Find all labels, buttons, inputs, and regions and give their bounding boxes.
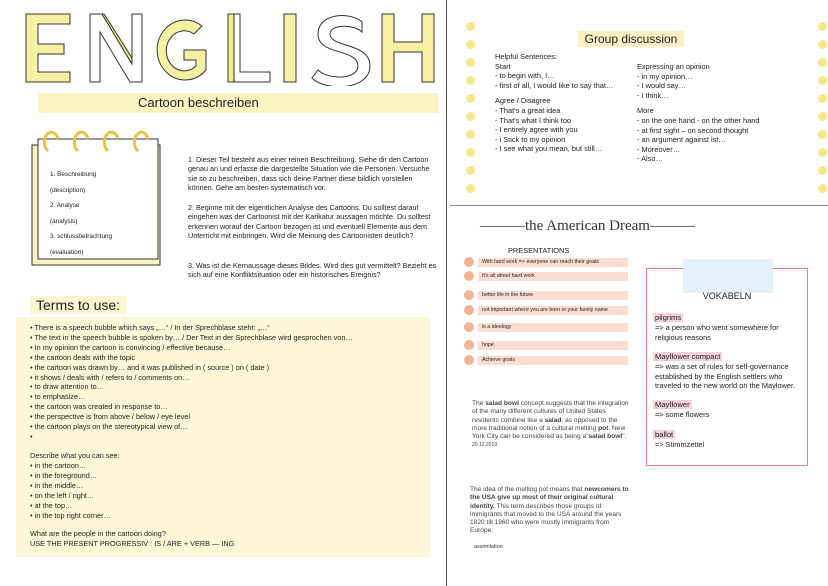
notebook-item-4: (analysis) [50, 217, 78, 225]
yellow-dot [466, 184, 475, 193]
melting-pot-text [470, 486, 630, 536]
term-item: • the perspective is from above / below / eye level [30, 412, 353, 422]
opinion-item: - I think… [637, 90, 669, 100]
more-item: - at first sight – on second thought [637, 125, 749, 135]
bullet-dot [464, 290, 474, 300]
presentation-text: hope [478, 341, 628, 350]
describe-item: • on the left / right… [30, 491, 111, 501]
notebook-item-1: 1. Beschreibung [50, 171, 97, 178]
term-item: • the cartoon plays on the stereotypical view of… [30, 422, 353, 432]
agree-item: - i Stick to my opinion [495, 134, 566, 144]
notebook-item-6: (evaluation) [50, 248, 84, 256]
opinion-item: - in my opinion… [637, 71, 693, 81]
vocab-definition: => some flowers [655, 410, 710, 419]
yellow-dot [466, 130, 475, 139]
salad-text-part: The [472, 400, 486, 407]
page-divider [446, 0, 447, 586]
term-item: • In my opinion the cartoon is convincing / effective because… [30, 343, 353, 353]
describe-item: • in the middle… [30, 481, 111, 491]
presentation-text: It's all about hard work [478, 272, 628, 281]
bullet-dot [464, 340, 474, 350]
vocabulary-box [646, 268, 808, 466]
term-item: • the cartoon was created in response to… [30, 402, 353, 412]
more-label: More [637, 106, 654, 116]
start-item: - to begin with, I… [495, 71, 555, 81]
term-item: • to emphasize… [30, 392, 353, 402]
notebook-item-3: 2. Analyse [50, 202, 80, 209]
vocab-term: Mayflower compact [655, 352, 721, 361]
salad-text-part: concept suggests that the integration of the many different cultures of United States residents combine like a [472, 400, 629, 424]
yellow-dot [466, 76, 475, 85]
terms-heading: Terms to use: [30, 296, 126, 314]
yellow-dot [818, 76, 827, 85]
start-item: - first of all, I would like to say that… [495, 80, 614, 90]
term-item: • the cartoon was drawn by… and it was published in ( source ) on ( date ) [30, 363, 353, 373]
yellow-dot [466, 148, 475, 157]
agree-item: - I see what you mean, but still… [495, 144, 603, 154]
cartoon-heading: Cartoon beschreiben [38, 93, 438, 113]
agree-label: Agree / Disagree [495, 96, 551, 106]
yellow-dot [818, 112, 827, 121]
yellow-dot [466, 22, 475, 31]
describe-heading: Describe what you can see: [30, 451, 120, 460]
group-discussion-heading: Group discussion [578, 31, 684, 47]
yellow-dot [466, 40, 475, 49]
vocab-term: pilgrims [655, 313, 682, 322]
vocab-header-bar [683, 259, 773, 293]
terms-list [30, 323, 353, 442]
notebook-item-5: 3. schlussbetrachtung [50, 233, 113, 240]
term-item: • it shows / deals with / refers to / comments on… [30, 373, 353, 383]
salad-bowl-text [472, 400, 632, 450]
question-text: What are the people in the cartoon doing? [30, 529, 166, 538]
bullet-dot [464, 271, 474, 281]
terms-box [16, 317, 430, 557]
term-item: • the cartoon deals with the topic [30, 353, 353, 363]
agree-item: - I entirely agree with you [495, 125, 578, 135]
salad-text-part: . New York City can be considered as being a" [472, 424, 626, 441]
bullet-dot [464, 322, 474, 332]
presentation-text: Achieve goals [478, 356, 628, 365]
describe-item: • in the cartoon… [30, 461, 111, 471]
vocab-definition: => Stimmzettel [655, 440, 705, 449]
salad-bowl-term: salad bowl [485, 400, 519, 407]
yellow-dot [466, 58, 475, 67]
salad-term: salad [544, 416, 562, 424]
term-item: • The text in the speech bubble is spoken by… / Der Text in der Sprechblase wird gesprochen von… [30, 333, 353, 343]
salad-bowl-term: salad bowl [588, 433, 623, 441]
describe-list [30, 461, 111, 520]
opinion-item: - I would say… [637, 81, 686, 91]
melting-text-part: The idea of the melting pot means that [470, 486, 585, 493]
notebook-item-2: (description) [50, 186, 86, 194]
salad-text-part: , as opposed to the more traditional notion of a cultural melting [472, 416, 618, 432]
yellow-dot [466, 112, 475, 121]
describe-item: • in the foreground… [30, 471, 111, 481]
agree-item: - That's a great idea [495, 105, 561, 115]
helpful-sentences-column [495, 52, 613, 154]
more-item: - Also… [637, 154, 663, 164]
yellow-dot [466, 166, 475, 175]
paragraph-evaluation: 3. Was ist die Kernaussage dieses Bildes. Wird dies gut vermittelt? Bezieht es sich auf eine Konfliktsituation oder ein historisches Ereignis? [188, 261, 437, 280]
more-item: - on the one hand - on the other hand [637, 115, 760, 125]
describe-item: • at the top… [30, 501, 111, 511]
opinion-label: Expressing an opinion [637, 62, 710, 71]
yellow-dot [818, 22, 827, 31]
presentation-text: is a ideology [478, 323, 628, 332]
salad-date: 20.12.2019 [472, 442, 498, 449]
yellow-dot [818, 130, 827, 139]
start-label: Start [495, 61, 511, 71]
pot-term: pot [598, 424, 609, 432]
paragraph-description: 1. Dieser Teil besteht aus einer reinen Beschreibung. Siehe dir den Cartoon genau an und erfasse die dargestellte Situation wie die Personen. Versuche sie so zu beschreiben, dass sich deine Partner diese bildlich vorstellen können. Gehe am besten systematisch vor. [188, 155, 430, 193]
yellow-dot [818, 40, 827, 49]
describe-item: • in the top right corner… [30, 511, 111, 521]
yellow-dot [818, 184, 827, 193]
section-divider [450, 205, 828, 206]
english-title [22, 6, 442, 86]
vocab-heading: VOKABELN [702, 291, 752, 301]
vocab-term: Mayflower [655, 400, 690, 409]
yellow-dot [818, 166, 827, 175]
notebook-illustration [20, 123, 180, 273]
melting-bold: newcomers to the USA give up most of their original cultural identity. [470, 486, 629, 510]
paragraph-analysis: 2. Beginne mit der eigentlichen Analyse des Cartoons. Du solltest darauf eingehen was der Cartoonist mit der Karikatur aussagen möchte. Du solltest erkennen worauf der Cartoon bezogen ist und eventuell Elemente aus dem Unterricht mit einbringen. Wird die Meinung des Cartoonisten deutlich? [188, 203, 431, 241]
bullet-dot [464, 257, 474, 267]
more-item: - an argument against ist… [637, 135, 726, 145]
vocab-definition: => a person who went somewhere for religious reasons [655, 323, 779, 342]
bullet-dot [464, 305, 474, 315]
term-item: • to draw attention to… [30, 382, 353, 392]
yellow-dot [818, 148, 827, 157]
progressive-rule: USE THE PRESENT PROGRESSIV : IS / ARE + VERB — ING [30, 539, 235, 548]
assimilation-note: assimilation [474, 544, 503, 550]
yellow-dot [466, 94, 475, 103]
american-dream-heading: ———the American Dream——— [480, 218, 695, 234]
presentation-text: not important where you are born or your family name [478, 306, 628, 315]
melting-text-part: This term describes those groups of immigrants that moved to the USA around the years 1820 till 1960 who were mostly immigrants from Europe. [470, 502, 622, 535]
yellow-dot [818, 94, 827, 103]
vocab-definition: => was a set of rules for self-governance established by the English settlers who traveled to the new world on the Maylower. [655, 362, 796, 390]
vocab-term: ballot [655, 430, 674, 439]
helpful-label: Helpful Sentences: [495, 52, 558, 61]
opinion-column [637, 62, 759, 164]
more-item: - Moreover… [637, 144, 681, 154]
term-item [30, 432, 353, 442]
agree-item: - That's what I think too [495, 115, 572, 125]
term-item: • There is a speech bubble which says „…“ / In der Sprechblase steht: „…“ [30, 323, 353, 333]
yellow-dot [818, 58, 827, 67]
salad-text-part: ". [622, 433, 627, 441]
presentations-label: PRESENTATIONS [508, 246, 570, 255]
presentation-text: With hard work => everyone can reach their goals [478, 258, 628, 267]
presentation-text: better life in the future [478, 291, 628, 300]
bullet-dot [464, 355, 474, 365]
